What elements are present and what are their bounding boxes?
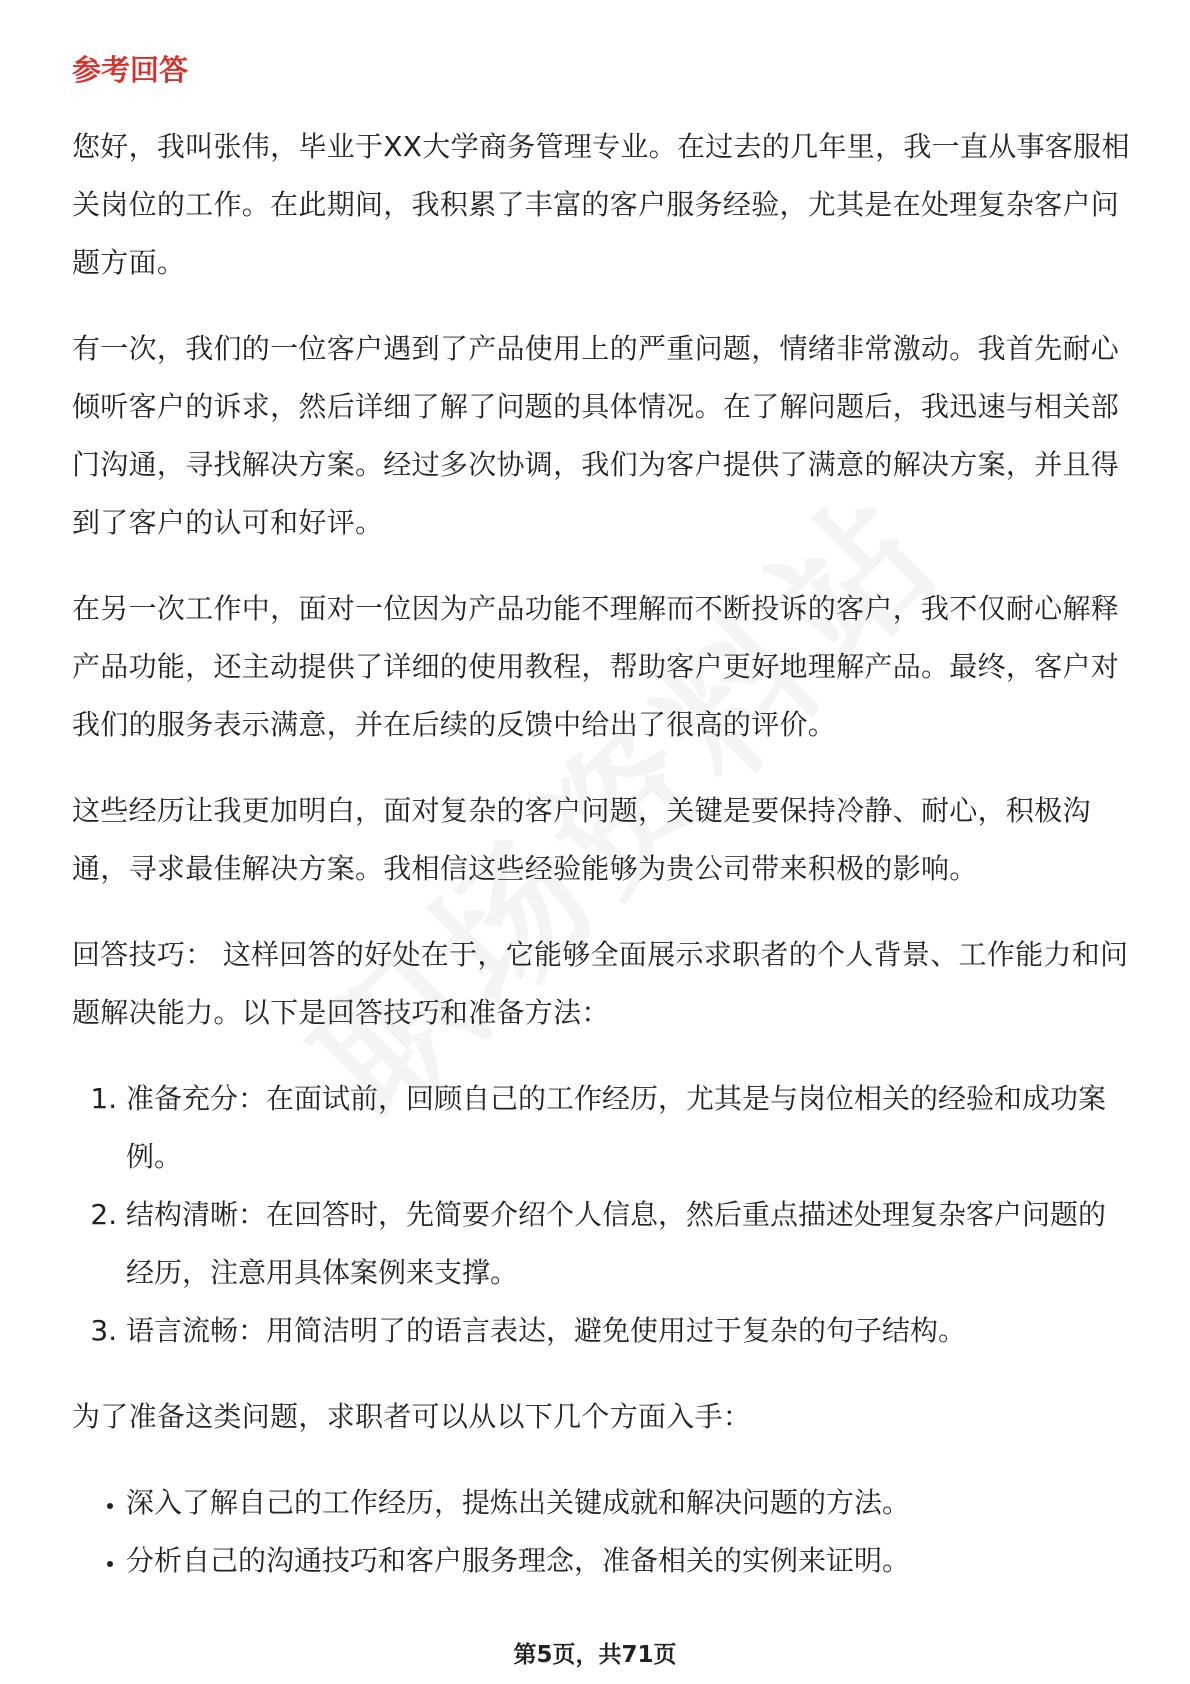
paragraph-tips: 回答技巧： 这样回答的好处在于，它能够全面展示求职者的个人背景、工作能力和问题解决能力。以下是回答技巧和准备方法： (72, 938, 1129, 1029)
tips-ordered-list (72, 1070, 1132, 1360)
section-heading: 参考回答 (72, 53, 189, 87)
paragraph-summary: 这些经历让我更加明白，面对复杂的客户问题，关键是要保持冷静、耐心，积极沟通，寻求最佳解决方案。我相信这些经验能够为贵公司带来积极的影响。 (72, 794, 1091, 885)
list-item: • 分析自己的沟通技巧和客户服务理念，准备相关的实例来证明。 (126, 1532, 1132, 1590)
page-number-footer: 第5页，共71页 (513, 1642, 677, 1668)
prep-bullet-list (72, 1474, 1132, 1590)
list-item: 1. 准备充分：在面试前，回顾自己的工作经历，尤其是与岗位相关的经验和成功案例。 (126, 1070, 1132, 1186)
paragraph-example-2: 在另一次工作中，面对一位因为产品功能不理解而不断投诉的客户，我不仅耐心解释产品功能，还主动提供了详细的使用教程，帮助客户更好地理解产品。最终，客户对我们的服务表示满意，并在后续的反馈中给出了很高的评价。 (72, 592, 1120, 741)
content-area (72, 48, 1132, 1618)
list-item: • 深入了解自己的工作经历，提炼出关键成就和解决问题的方法。 (126, 1474, 1132, 1532)
paragraph-prep-intro: 为了准备这类问题，求职者可以从以下几个方面入手： (72, 1400, 752, 1433)
paragraph-example-1: 有一次，我们的一位客户遇到了产品使用上的严重问题，情绪非常激动。我首先耐心倾听客户的诉求，然后详细了解了问题的具体情况。在了解问题后，我迅速与相关部门沟通，寻找解决方案。经过多次协调，我们为客户提供了满意的解决方案，并且得到了客户的认可和好评。 (72, 332, 1120, 539)
list-item: 2. 结构清晰：在回答时，先简要介绍个人信息，然后重点描述处理复杂客户问题的经历，注意用具体案例来支撑。 (126, 1186, 1132, 1302)
list-item: 3. 语言流畅：用简洁明了的语言表达，避免使用过于复杂的句子结构。 (126, 1302, 1132, 1360)
paragraph-intro: 您好，我叫张伟，毕业于XX大学商务管理专业。在过去的几年里，我一直从事客服相关岗位的工作。在此期间，我积累了丰富的客户服务经验，尤其是在处理复杂客户问题方面。 (72, 130, 1130, 279)
